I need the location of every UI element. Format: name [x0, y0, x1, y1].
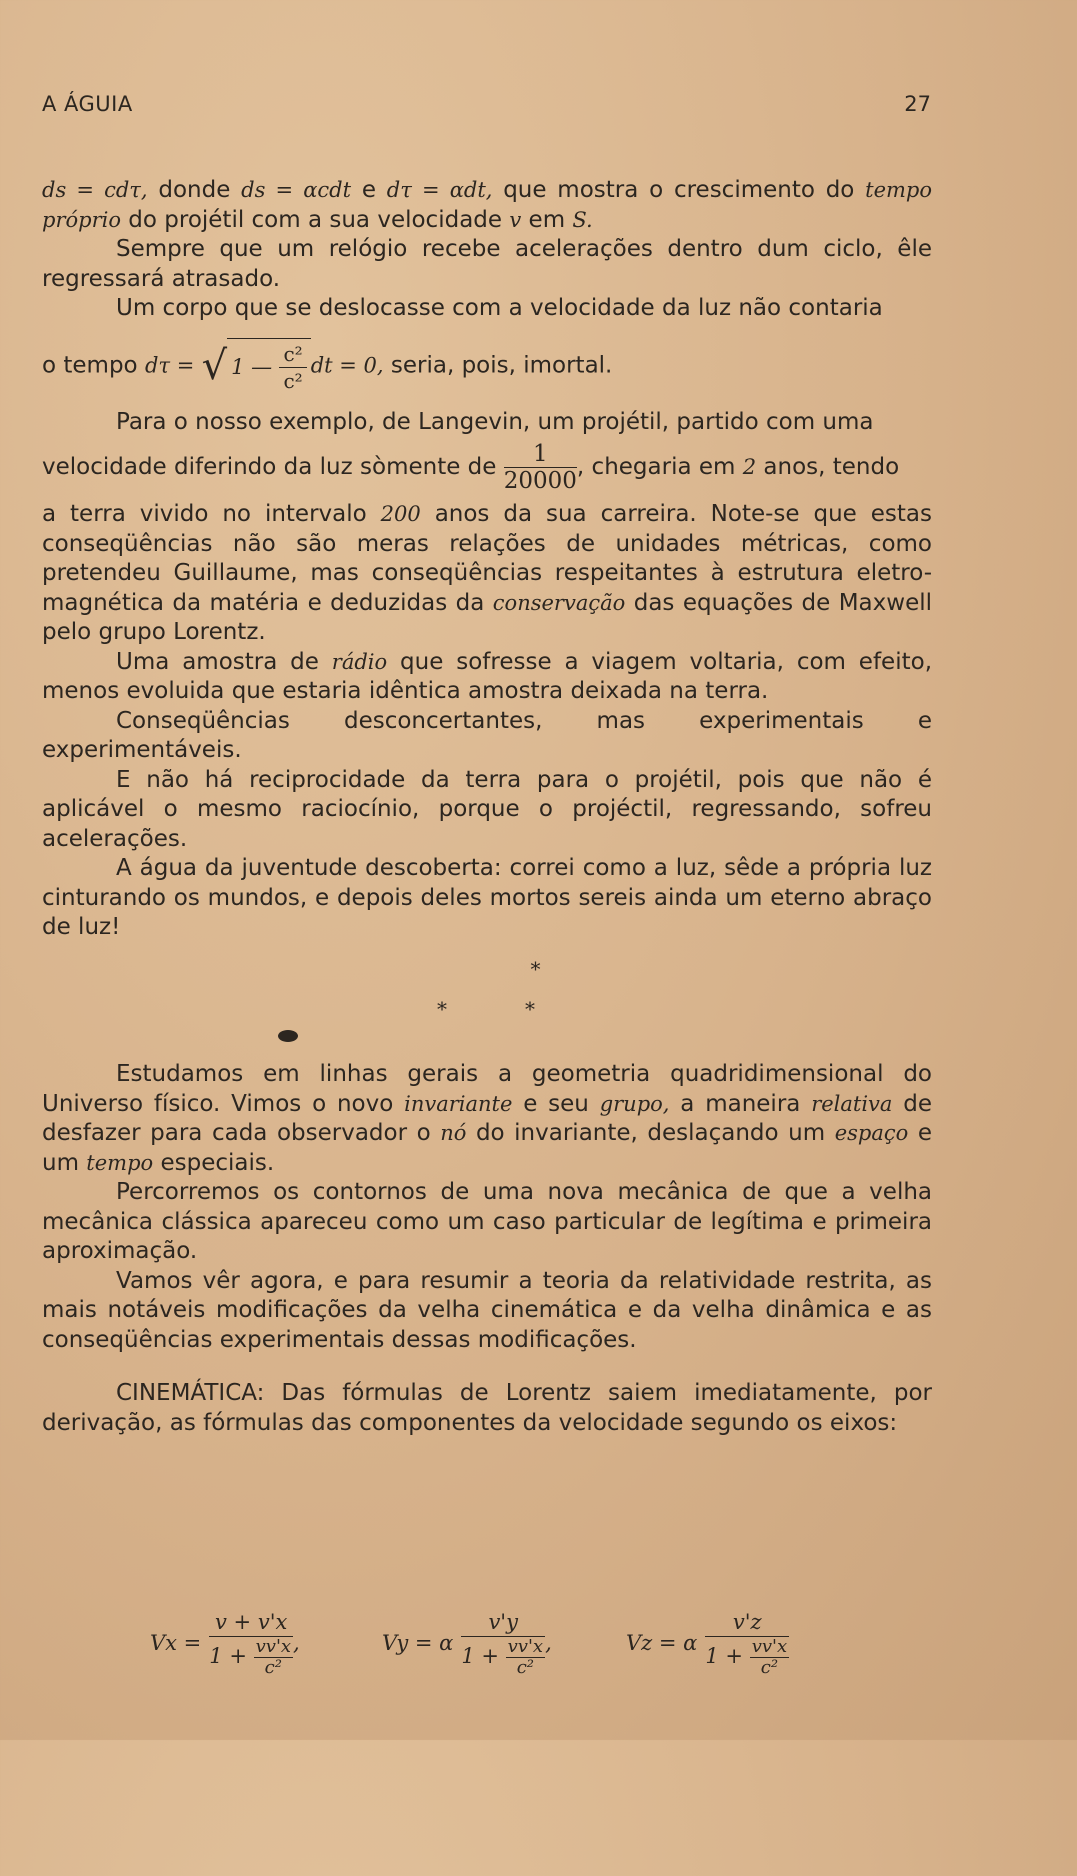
paragraph-6: velocidade diferindo da luz sòmente de $\frac{1}{20000}$ , chegaria em 2 anos, tendo	[42, 441, 900, 494]
velocity-formulas-row	[150, 1596, 850, 1706]
section-text	[42, 1060, 932, 1438]
paragraph-15: CINEMÁTICA: Das fórmulas de Lorentz saiem imediatamente, por derivação, as fórmulas das componentes da velocidade segundo os eixos:	[42, 1380, 932, 1436]
paragraph-9: Conseqüências desconcertantes, mas experimentais e experimentáveis.	[42, 707, 932, 763]
paragraph-12: Estudamos em linhas gerais a geometria quadridimensional do Universo físico. Vimos o novo invariante e seu grupo, a maneira relativa de desfazer para cada observador o nó do invariante, deslaçando um espaço e um tempo especiais.	[42, 1061, 932, 1176]
paragraph-5: Para o nosso exemplo, de Langevin, um projétil, partido com uma	[116, 408, 874, 435]
paragraph-2: Sempre que um relógio recebe acelerações dentro dum ciclo, êle regressará atrasado.	[42, 236, 932, 292]
paragraph-11: A água da juventude descoberta: correi como a luz, sêde a própria luz cinturando os mundos, e depois deles mortos sereis ainda um eterno abraço de luz!	[42, 855, 932, 940]
formula-vx: Vx = v + v'x 1 + $\frac{vv'x}{\text{c²}}$ ,	[150, 1610, 300, 1678]
page-number: 27	[904, 92, 931, 116]
main-text	[42, 176, 932, 943]
square-root: √ 1 — $\frac{\text{c²}}{\text{c²}}$	[202, 338, 311, 394]
fraction-1-20000: $\frac{1}{20000}$	[503, 441, 577, 494]
ink-blot	[278, 1030, 298, 1042]
running-title: A ÁGUIA	[42, 92, 133, 116]
paragraph-10: E não há reciprocidade da terra para o projétil, pois que não é aplicável o mesmo raciocínio, porque o projéctil, regressando, sofreu acelerações.	[42, 766, 932, 852]
page-header	[42, 92, 931, 122]
book-page: A ÁGUIA 27 ds = cdτ, donde ds = αcdt e dτ = αdt, que mostra o crescimento do tempo próprio do projétil com a sua velocidade v em S. Sempre que um relógio recebe acelerações dentro dum ciclo, êle regressará atrasado. Um corpo que se deslocasse com a velocidade da luz não contaria o tempo dτ = √ 1 — $\frac{\text{c²}}{\text{c²}}$ dt = 0, seria, pois, imortal. Para o nosso exemplo, de Langevin, um projétil, partido com uma velocidade diferindo da luz sòmente de $\frac{1}{20000}$ , chegaria em 2 anos, tendo a terra vivido no intervalo 200 anos da sua carreira. Note-se que estas conseqüências não são meras relações de unidades métricas, como pretendeu Guillaume, mas conseqüências respeitantes à estrutura eletro-magnética da matéria e deduzidas da conservação das equações de Maxwell pelo grupo Lorentz. Uma amostra de rádio que sofresse a viagem voltaria, com efeito, menos evoluida que estaria idêntica amostra deixada na terra. Conseqüências desconcertantes, mas experimentais e experimentáveis. E não há reciprocidade da terra para o projétil, pois que não é aplicável o mesmo raciocínio, porque o projéctil, regressando, sofreu acelerações. A água da juventude descoberta: correi como a luz, sêde a própria luz cinturando os mundos, e depois deles mortos sereis ainda um eterno abraço de luz! * * * Estudamos em linhas gerais a geometria quadridimensional do Universo físico. Vimos o novo invariante e seu grupo, a maneira relativa de desfazer para cada observador o nó do invariante, deslaçando um espaço e um tempo especiais. Percorremos os contornos de uma nova mecânica de que a velha mecânica clássica apareceu como um caso particular de legítima e primeira aproximação. Vamos vêr agora, e para resumir a teoria da relatividade restrita, as mais notáveis modificações da velha cinemática e da velha dinâmica e as conseqüências experimentais dessas modificações. CINEMÁTICA: Das fórmulas de Lorentz saiem imediatamente, por derivação, as fórmulas das componentes da velocidade segundo os eixos: Vx = v + v'x 1 + $\frac{vv'x}{\text{c²}}$ , Vy = α v'y 1 + $\frac{vv'x}{\text{c²}}$ , Vz = α v'z 1 + $\frac{vv'x}{\text{c²}}$	[0, 0, 1077, 1740]
formula-vy: Vy = α v'y 1 + $\frac{vv'x}{\text{c²}}$ ,	[382, 1610, 552, 1678]
section-break-top: *	[530, 957, 541, 981]
formula-vz: Vz = α v'z 1 + $\frac{vv'x}{\text{c²}}$	[626, 1610, 788, 1678]
paragraph-7: a terra vivido no intervalo 200 anos da sua carreira. Note-se que estas conseqüências não são meras relações de unidades métricas, como pretendeu Guillaume, mas conseqüências respeitantes à estrutura eletro-magnética da matéria e deduzidas da conservação das equações de Maxwell pelo grupo Lorentz.	[42, 501, 933, 645]
paragraph-1: ds = cdτ, donde ds = αcdt e dτ = αdt, que mostra o crescimento do tempo próprio do projétil com a sua velocidade v em S.	[42, 177, 933, 233]
paragraph-14: Vamos vêr agora, e para resumir a teoria da relatividade restrita, as mais notáveis modificações da velha cinemática e da velha dinâmica e as conseqüências experimentais dessas modificações.	[42, 1267, 932, 1353]
paragraph-8: Uma amostra de rádio que sofresse a viagem voltaria, com efeito, menos evoluida que estaria idêntica amostra deixada na terra.	[42, 648, 932, 704]
paragraph-13: Percorremos os contornos de uma nova mecânica de que a velha mecânica clássica apareceu como um caso particular de legítima e primeira aproximação.	[42, 1179, 932, 1264]
paragraph-3: Um corpo que se deslocasse com a velocidade da luz não contaria	[116, 295, 883, 321]
velocity-formulas	[150, 1796, 850, 1876]
paragraph-4: o tempo dτ = √ 1 — $\frac{\text{c²}}{\text{c²}}$ dt = 0, seria, pois, imortal.	[42, 338, 932, 394]
